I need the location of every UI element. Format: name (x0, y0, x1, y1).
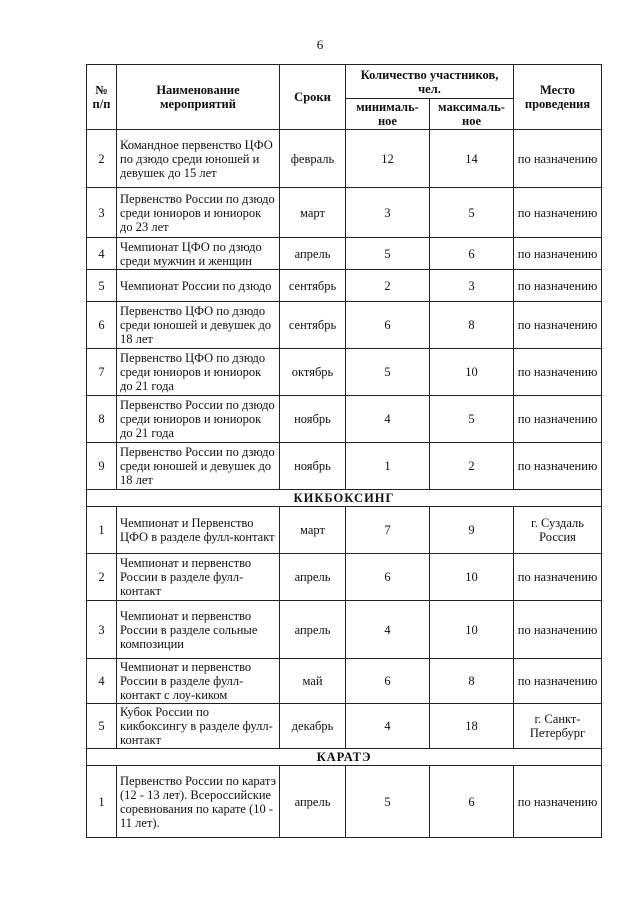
event-name: Чемпионат и первенство России в разделе фулл-контакт с лоу-киком (117, 659, 280, 704)
table-row (87, 704, 602, 749)
section-title-karate: КАРАТЭ (87, 749, 602, 766)
event-date: май (280, 659, 346, 704)
event-date: апрель (280, 766, 346, 838)
event-place: по назначению (514, 270, 602, 302)
row-number: 3 (87, 601, 117, 659)
event-date: сентябрь (280, 302, 346, 349)
row-number: 2 (87, 554, 117, 601)
table-row (87, 507, 602, 554)
table-row (87, 188, 602, 238)
event-name: Первенство ЦФО по дзюдо среди юниоров и юниорок до 21 года (117, 349, 280, 396)
event-date: сентябрь (280, 270, 346, 302)
min-participants: 4 (346, 396, 430, 443)
table-row (87, 659, 602, 704)
event-place: по назначению (514, 302, 602, 349)
max-participants: 10 (430, 349, 514, 396)
row-number: 5 (87, 270, 117, 302)
header-max: максималь-ное (430, 99, 514, 130)
min-participants: 5 (346, 766, 430, 838)
header-place: Место проведения (514, 65, 602, 130)
judo-rows (87, 130, 602, 490)
table-row (87, 130, 602, 188)
header-num: № п/п (87, 65, 117, 130)
table-header (87, 65, 602, 130)
min-participants: 2 (346, 270, 430, 302)
event-place: по назначению (514, 659, 602, 704)
header-participants: Количество участников, чел. (346, 65, 514, 99)
event-name: Чемпионат и первенство России в разделе сольные композиции (117, 601, 280, 659)
event-date: апрель (280, 238, 346, 270)
row-number: 9 (87, 443, 117, 490)
page-number: 6 (316, 37, 324, 52)
header-dates: Сроки (280, 65, 346, 130)
min-participants: 12 (346, 130, 430, 188)
karate-section (87, 749, 602, 766)
row-number: 4 (87, 659, 117, 704)
row-number: 2 (87, 130, 117, 188)
max-participants: 8 (430, 302, 514, 349)
event-place: по назначению (514, 349, 602, 396)
table-row (87, 554, 602, 601)
table-row (87, 766, 602, 838)
max-participants: 2 (430, 443, 514, 490)
row-number: 1 (87, 507, 117, 554)
max-participants: 5 (430, 188, 514, 238)
table-row (87, 443, 602, 490)
max-participants: 14 (430, 130, 514, 188)
max-participants: 10 (430, 554, 514, 601)
min-participants: 5 (346, 238, 430, 270)
events-table (86, 64, 602, 838)
event-date: март (280, 507, 346, 554)
min-participants: 1 (346, 443, 430, 490)
event-name: Командное первенство ЦФО по дзюдо среди юношей и девушек до 15 лет (117, 130, 280, 188)
row-number: 4 (87, 238, 117, 270)
min-participants: 3 (346, 188, 430, 238)
event-place: по назначению (514, 554, 602, 601)
row-number: 3 (87, 188, 117, 238)
min-participants: 6 (346, 554, 430, 601)
table-row (87, 601, 602, 659)
min-participants: 7 (346, 507, 430, 554)
event-name: Первенство России по дзюдо среди юниоров и юниорок до 21 года (117, 396, 280, 443)
kickboxing-rows (87, 507, 602, 749)
table-row (87, 349, 602, 396)
event-place: по назначению (514, 601, 602, 659)
row-number: 1 (87, 766, 117, 838)
table-row (87, 270, 602, 302)
max-participants: 6 (430, 238, 514, 270)
event-date: ноябрь (280, 443, 346, 490)
event-date: апрель (280, 554, 346, 601)
event-name: Первенство России по каратэ (12 - 13 лет). Всероссийские соревнования по карате (10 - 11 лет). (117, 766, 280, 838)
event-name: Первенство ЦФО по дзюдо среди юношей и девушек до 18 лет (117, 302, 280, 349)
table-row (87, 396, 602, 443)
max-participants: 5 (430, 396, 514, 443)
row-number: 5 (87, 704, 117, 749)
event-date: ноябрь (280, 396, 346, 443)
event-name: Первенство России по дзюдо среди юниоров и юниорок до 23 лет (117, 188, 280, 238)
event-name: Чемпионат России по дзюдо (117, 270, 280, 302)
event-place: по назначению (514, 443, 602, 490)
max-participants: 8 (430, 659, 514, 704)
min-participants: 5 (346, 349, 430, 396)
event-place: по назначению (514, 396, 602, 443)
max-participants: 6 (430, 766, 514, 838)
event-place: по назначению (514, 130, 602, 188)
row-number: 8 (87, 396, 117, 443)
table-row (87, 238, 602, 270)
min-participants: 4 (346, 601, 430, 659)
event-name: Чемпионат и первенство России в разделе фулл-контакт (117, 554, 280, 601)
event-name: Кубок России по кикбоксингу в разделе фулл-контакт (117, 704, 280, 749)
event-date: декабрь (280, 704, 346, 749)
event-place: г. Суздаль Россия (514, 507, 602, 554)
event-name: Первенство России по дзюдо среди юношей и девушек до 18 лет (117, 443, 280, 490)
max-participants: 10 (430, 601, 514, 659)
event-place: по назначению (514, 188, 602, 238)
max-participants: 3 (430, 270, 514, 302)
karate-rows (87, 766, 602, 838)
event-date: февраль (280, 130, 346, 188)
event-place: г. Санкт-Петербург (514, 704, 602, 749)
header-name: Наименование мероприятий (117, 65, 280, 130)
kickboxing-section (87, 490, 602, 507)
table-row (87, 302, 602, 349)
event-date: октябрь (280, 349, 346, 396)
event-date: апрель (280, 601, 346, 659)
max-participants: 18 (430, 704, 514, 749)
min-participants: 6 (346, 302, 430, 349)
event-place: по назначению (514, 238, 602, 270)
min-participants: 4 (346, 704, 430, 749)
row-number: 6 (87, 302, 117, 349)
event-name: Чемпионат и Первенство ЦФО в разделе фулл-контакт (117, 507, 280, 554)
event-name: Чемпионат ЦФО по дзюдо среди мужчин и женщин (117, 238, 280, 270)
row-number: 7 (87, 349, 117, 396)
event-date: март (280, 188, 346, 238)
header-min: минималь-ное (346, 99, 430, 130)
max-participants: 9 (430, 507, 514, 554)
min-participants: 6 (346, 659, 430, 704)
event-place: по назначению (514, 766, 602, 838)
section-title-kickboxing: КИКБОКСИНГ (87, 490, 602, 507)
